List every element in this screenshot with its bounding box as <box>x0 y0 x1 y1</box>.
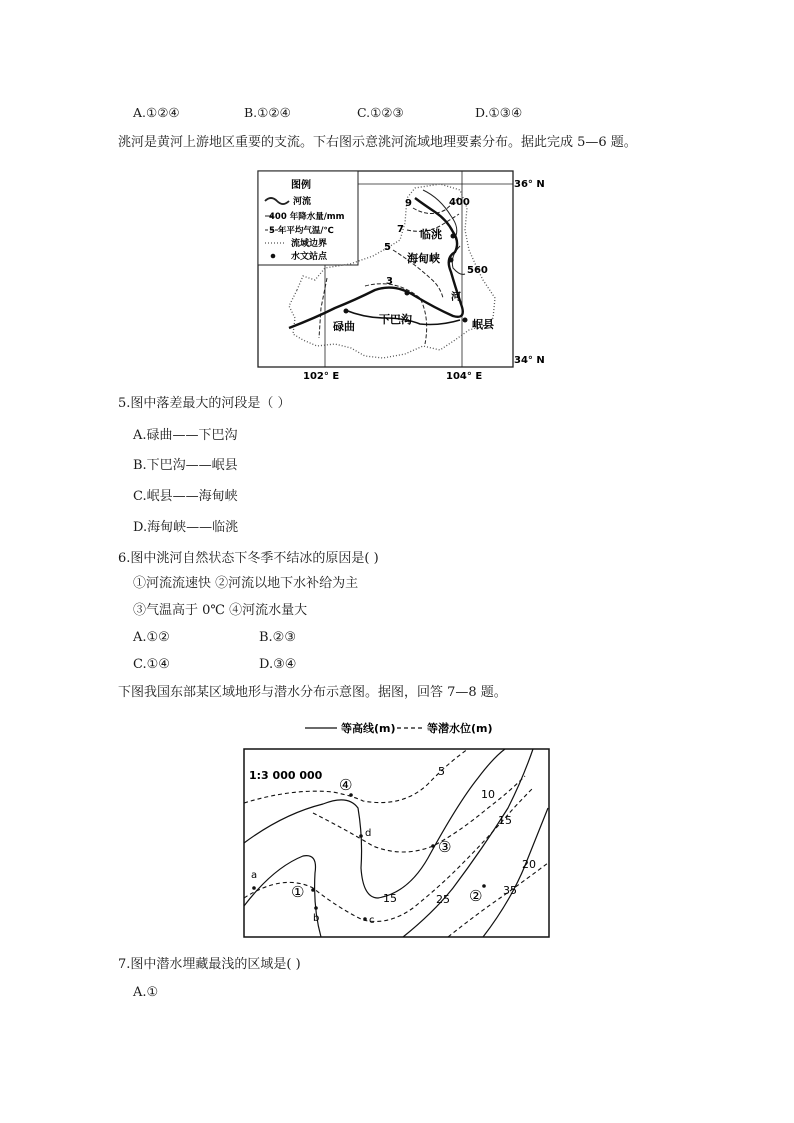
map2-scale: 1:3 000 000 <box>249 769 323 782</box>
q6-statements-1: ①河流流速快 ②河流以地下水补给为主 <box>133 576 359 591</box>
map2-circle-4: ④ <box>339 776 353 794</box>
q6-option-d: D.③④ <box>259 657 297 672</box>
map1-legend-boundary: 流域边界 <box>291 239 328 249</box>
map1-place-luqu: 碌曲 <box>333 320 355 333</box>
map1-lat-bottom: 34° N <box>514 355 545 366</box>
map2-point-b: b <box>313 913 320 924</box>
map2-label-25: 25 <box>436 893 450 906</box>
map2-legend <box>305 719 505 739</box>
q5-option-c: C.岷县——海甸峡 <box>133 489 238 504</box>
map1-label-400: 400 <box>449 197 470 208</box>
map2-label-20: 20 <box>522 858 536 871</box>
map2-label-35: 35 <box>503 884 517 897</box>
q5-stem: 5.图中落差最大的河段是（ ） <box>118 396 291 411</box>
map1-legend-temp: 5 年平均气温/℃ <box>269 226 334 236</box>
top-option-c: C.①②③ <box>357 105 404 120</box>
map2-label-15b: 15 <box>383 892 397 905</box>
q6-option-b: B.②③ <box>259 630 296 645</box>
top-option-b: B.①②④ <box>244 105 291 120</box>
map2-circle-1: ① <box>291 883 305 901</box>
map1-label-560: 560 <box>467 265 488 276</box>
q5-option-d: D.海甸峡——临洮 <box>133 520 239 535</box>
map2-point-d: d <box>365 828 372 839</box>
map2-legend-water: 等潜水位(m) <box>427 722 493 735</box>
map1-legend-title: 图例 <box>291 180 311 191</box>
map1-place-minxian: 岷县 <box>472 318 494 331</box>
map1-label-3: 3 <box>386 276 393 287</box>
q5-option-a: A.碌曲——下巴沟 <box>133 428 238 443</box>
map2-label-15a: 15 <box>498 814 512 827</box>
q6-statements-2: ③气温高于 0℃ ④河流水量大 <box>133 603 308 618</box>
map2-point-c: c <box>369 915 375 926</box>
q7-stem: 7.图中潜水埋藏最浅的区域是( ) <box>118 957 301 972</box>
map1-label-9: 9 <box>405 198 412 209</box>
map1-label-he: 河 <box>451 292 461 303</box>
q6-stem: 6.图中洮河自然状态下冬季不结冰的原因是( ) <box>118 551 379 566</box>
map1-place-lintao: 临洮 <box>420 228 442 241</box>
top-option-d: D.①③④ <box>475 105 523 120</box>
map1-legend-river: 河流 <box>293 197 312 207</box>
map1-label-5: 5 <box>384 242 391 253</box>
map2-label-5: 5 <box>438 765 445 778</box>
map2-circle-2: ② <box>469 887 483 905</box>
intro-paragraph-2: 下图我国东部某区域地形与潜水分布示意图。据图，回答 7—8 题。 <box>118 685 507 700</box>
q5-option-b: B.下巴沟——岷县 <box>133 458 238 473</box>
q6-option-c: C.①④ <box>133 657 170 672</box>
map1-label-7: 7 <box>397 224 404 235</box>
map1-lon-right: 104° E <box>446 371 483 380</box>
map1-lon-left: 102° E <box>303 371 340 380</box>
map1-legend-station: 水文站点 <box>291 252 328 262</box>
groundwater-map <box>243 748 551 940</box>
map2-label-10: 10 <box>481 788 495 801</box>
tao-river-map <box>255 168 555 380</box>
top-option-a: A.①②④ <box>133 105 180 120</box>
map1-place-xiabagou: 下巴沟 <box>379 313 412 326</box>
map1-lat-top: 36° N <box>514 179 545 190</box>
q6-option-a: A.①② <box>133 630 170 645</box>
map1-place-haidianxia: 海甸峡 <box>407 252 440 265</box>
map2-circle-3: ③ <box>438 838 452 856</box>
map1-legend-precip: 400 年降水量/mm <box>269 212 345 222</box>
map2-legend-contour: 等高线(m) <box>341 722 396 735</box>
map2-point-a: a <box>251 870 258 881</box>
q7-option-a: A.① <box>133 985 159 1000</box>
intro-paragraph-1: 洮河是黄河上游地区重要的支流。下右图示意洮河流域地理要素分布。据此完成 5—6 题。 <box>118 135 637 150</box>
